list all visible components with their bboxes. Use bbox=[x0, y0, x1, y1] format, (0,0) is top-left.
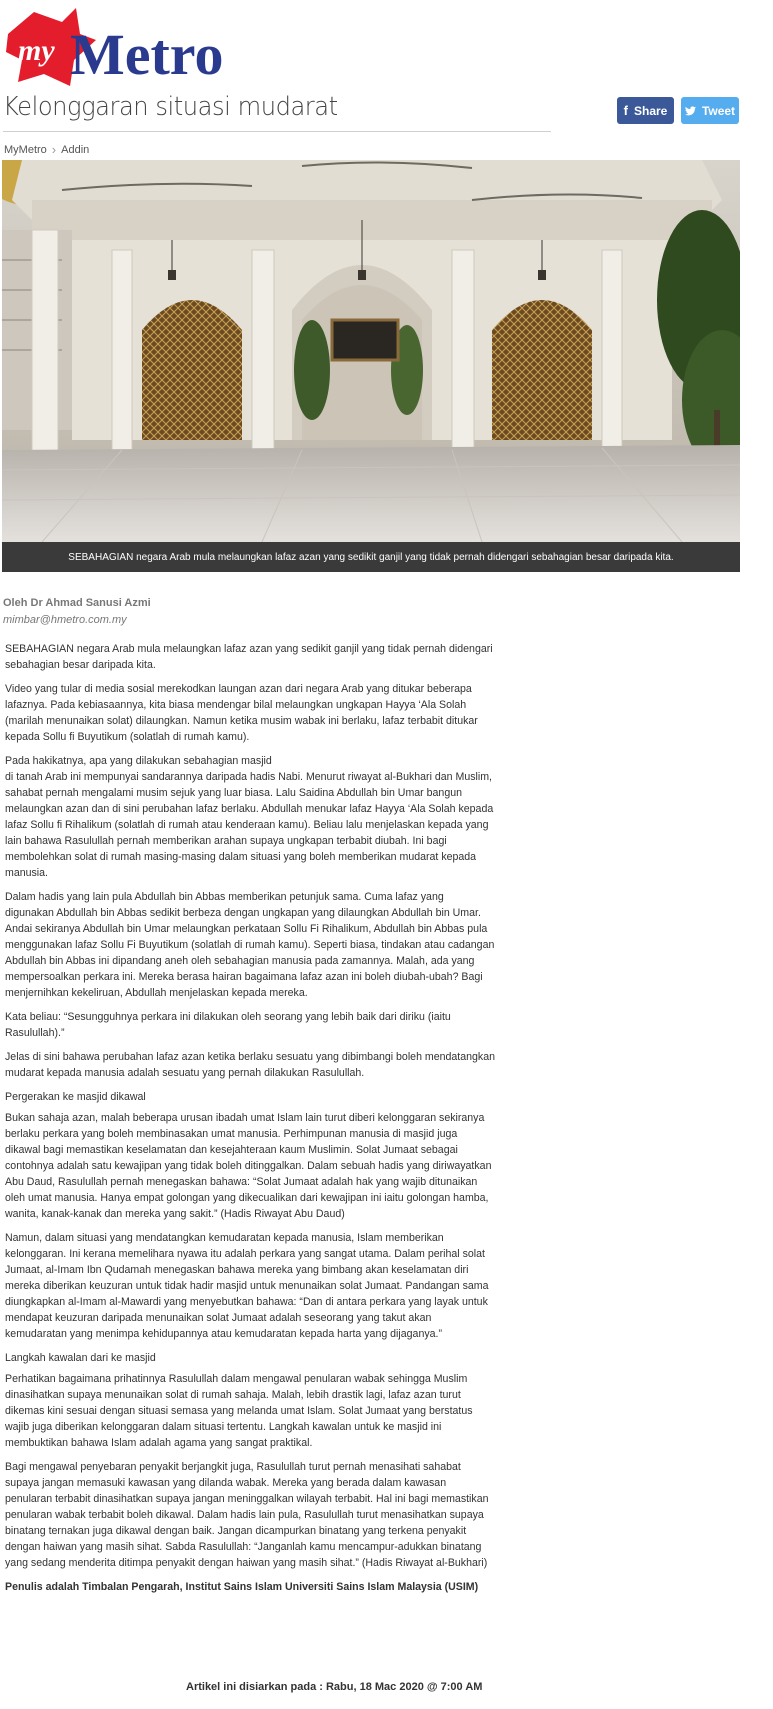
twitter-icon bbox=[685, 106, 696, 116]
twitter-tweet-button[interactable] bbox=[681, 97, 739, 124]
paragraph: Jelas di sini bahawa perubahan lafaz azan ketika berlaku sesuatu yang dibimbangi boleh mendatangkan mudarat kepada manusia adalah sesuatu yang pernah dilakukan Rasulullah. bbox=[5, 1051, 495, 1079]
facebook-icon: f bbox=[623, 103, 628, 118]
chevron-right-icon: › bbox=[51, 142, 57, 157]
paragraph: Dalam hadis yang lain pula Abdullah bin Abbas memberikan petunjuk sama. Cuma lafaz yang digunakan Abdullah bin Abbas sedikit berbeza dengan ungkapan yang dilaungkan Abdullah bin Umar. Andai sekiranya Abdullah bin Umar melaungkan perkataan Sollu Fi Rihalikum, Abdullah bin Abbas pula menggunakan lafaz Sollu Fi Buyutikum (solatlah di rumah kamu). Seperti biasa, tindakan atau cadangan Abdullah bin Abbas ini dipandang aneh oleh sebahagian manusia pada zamannya. Malah, ada yang mempersoalkan perkara ini. Mereka berasa hairan bagaimana lafaz azan ini boleh diubah-ubah? Bagi menjernihkan kekeliruan, Abdullah menjelaskan kepada mereka. bbox=[5, 891, 495, 999]
paragraph: Video yang tular di media sosial merekodkan laungan azan dari negara Arab yang ditukar beberapa lafaznya. Pada kebiasaannya, kita biasa mendengar bilal melaungkan ungkapan Hayya ‘Ala Solah (marilah menunaikan solat) dilaungkan. Namun ketika musim wabak ini berlaku, lafaz terbabit ditukar kepada Sollu fi Buyutikum (solatlah di rumah kamu). bbox=[5, 683, 478, 743]
mymetro-logo[interactable] bbox=[4, 4, 304, 86]
title-divider bbox=[3, 131, 551, 132]
breadcrumb-mymetro[interactable]: MyMetro bbox=[4, 143, 47, 156]
paragraph: Perhatikan bagaimana prihatinnya Rasulullah dalam mengawal penularan wabak sehingga Muslim dinasihatkan supaya menunaikan solat di rumah sahaja. Malah, lebih drastik lagi, lafaz azan turut dikemas kini sesuai dengan situasi semasa yang melanda umat Islam. Solat Jumaat yang berstatus wajib juga diberikan kelonggaran dalam situasi tertentu. Langkah kawalan untuk ke masjid ini membuktikan bahawa Islam adalah agama yang sangat praktikal. bbox=[5, 1373, 473, 1449]
breadcrumb-addin[interactable]: Addin bbox=[61, 143, 90, 156]
paragraph: Pada hakikatnya, apa yang dilakukan sebahagian masjid di tanah Arab ini mempunyai sandarannya daripada hadis Nabi. Menurut riwayat al-Bukhari dan Muslim, sahabat pernah mengalami musim sejuk yang luar biasa. Lalu Saidina Abdullah bin Umar bangun melaungkan azan dan di sini perubahan lafaz berlaku. Abdullah menukar lafaz Hayya ‘Ala Solah kepada lafaz Sollu fi Rihalikum (solatlah di rumah atau kenderaan kamu). Beliau lalu menjelaskan kepada yang lain bahawa Rasulullah pernah memberikan arahan supaya ungkapan terbabit diubah. Ini bagi membolehkan solat di rumah masing-masing dalam situasi yang boleh memberikan mudarat kepada manusia. bbox=[5, 755, 494, 879]
mosque-photo bbox=[2, 160, 740, 542]
paragraph: Namun, dalam situasi yang mendatangkan kemudaratan kepada manusia, Islam memberikan kelonggaran. Ini kerana memelihara nyawa itu adalah perkara yang sangat utama. Dalam perihal solat Jumaat, al-Imam Ibn Qudamah menegaskan bahawa mereka yang bimbang akan keselamatan diri mereka diberikan keuzuran untuk tidak hadir masjid untuk menunaikan solat Jumaat. Pandangan sama diungkapkan al-Imam al-Mawardi yang menyebutkan bahawa: “Dan di antara perkara yang layak untuk mendapat keuzuran daripada menunaikan solat Jumaat adalah seseorang yang takut akan kemudaratan yang menimpa kehidupannya atau kemudaratan kepada harta yang dijaganya.” bbox=[5, 1232, 489, 1340]
author-name: Oleh Dr Ahmad Sanusi Azmi bbox=[3, 597, 151, 609]
publish-date: Artikel ini disiarkan pada : Rabu, 18 Mac 2020 @ 7:00 AM bbox=[186, 1681, 483, 1693]
article-body bbox=[5, 641, 495, 1603]
subheading: Langkah kawalan dari ke masjid bbox=[5, 1352, 156, 1364]
breadcrumb bbox=[4, 142, 89, 157]
paragraph: SEBAHAGIAN negara Arab mula melaungkan lafaz azan yang sedikit ganjil yang tidak pernah didengari sebahagian besar daripada kita. bbox=[5, 643, 493, 671]
subheading: Pergerakan ke masjid dikawal bbox=[5, 1091, 146, 1103]
logo-prefix: my bbox=[18, 34, 55, 67]
logo-name: Metro bbox=[70, 22, 224, 86]
facebook-share-button[interactable] bbox=[617, 97, 674, 124]
paragraph: Kata beliau: “Sesungguhnya perkara ini dilakukan oleh seorang yang lebih baik dari diriku (iaitu Rasulullah).” bbox=[5, 1011, 451, 1039]
paragraph: Bukan sahaja azan, malah beberapa urusan ibadah umat Islam lain turut diberi kelonggaran sekiranya berlaku perkara yang boleh membinasakan umat manusia. Perhimpunan manusia di masjid juga dikawal bagi memastikan keselamatan dan kesejahteraan kaum Muslimin. Solat Jumaat sebagai contohnya adalah satu kewajipan yang tidak boleh ditinggalkan. Dalam sebuah hadis yang diriwayatkan Abu Daud, Rasulullah pernah menegaskan bahawa: “Solat Jumaat adalah hak yang wajib ditunaikan oleh umat manusia. Hanya empat golongan yang dikecualikan dari kewajipan ini iaitu golongan hamba, wanita, kanak-kanak dan mereka yang sakit.” (Hadis Riwayat Abu Daud) bbox=[5, 1112, 492, 1220]
paragraph: Bagi mengawal penyebaran penyakit berjangkit juga, Rasulullah turut pernah menasihati sahabat supaya jangan memasuki kawasan yang dilanda wabak. Mereka yang berada dalam kawasan penularan terbabit dinasihatkan supaya jangan meninggalkan wilayah terbabit. Hal ini bagi memastikan penularan wabak terbabit boleh dikawal. Dalam hadis lain pula, Rasulullah turut menasihatkan supaya binatang ternakan juga dikawal dengan baik. Jangan dicampurkan binatang yang terkena penyakit dengan haiwan yang masih sihat. Sabda Rasulullah: “Janganlah kamu mencampur-adukkan binatang yang sedang menderita ditimpa penyakit dengan haiwan yang masih sihat.” (Hadis Riwayat al-Bukhari) bbox=[5, 1461, 489, 1569]
writer-note: Penulis adalah Timbalan Pengarah, Institut Sains Islam Universiti Sains Islam Malaysia (USIM) bbox=[5, 1581, 479, 1593]
tweet-label: Tweet bbox=[701, 103, 736, 118]
share-label: Share bbox=[633, 103, 668, 118]
page-title: Kelonggaran situasi mudarat bbox=[3, 92, 338, 122]
author-email[interactable]: mimbar@hmetro.com.my bbox=[3, 614, 127, 626]
photo-caption: SEBAHAGIAN negara Arab mula melaungkan lafaz azan yang sedikit ganjil yang tidak pernah didengari sebahagian besar daripada kita. bbox=[2, 542, 740, 572]
